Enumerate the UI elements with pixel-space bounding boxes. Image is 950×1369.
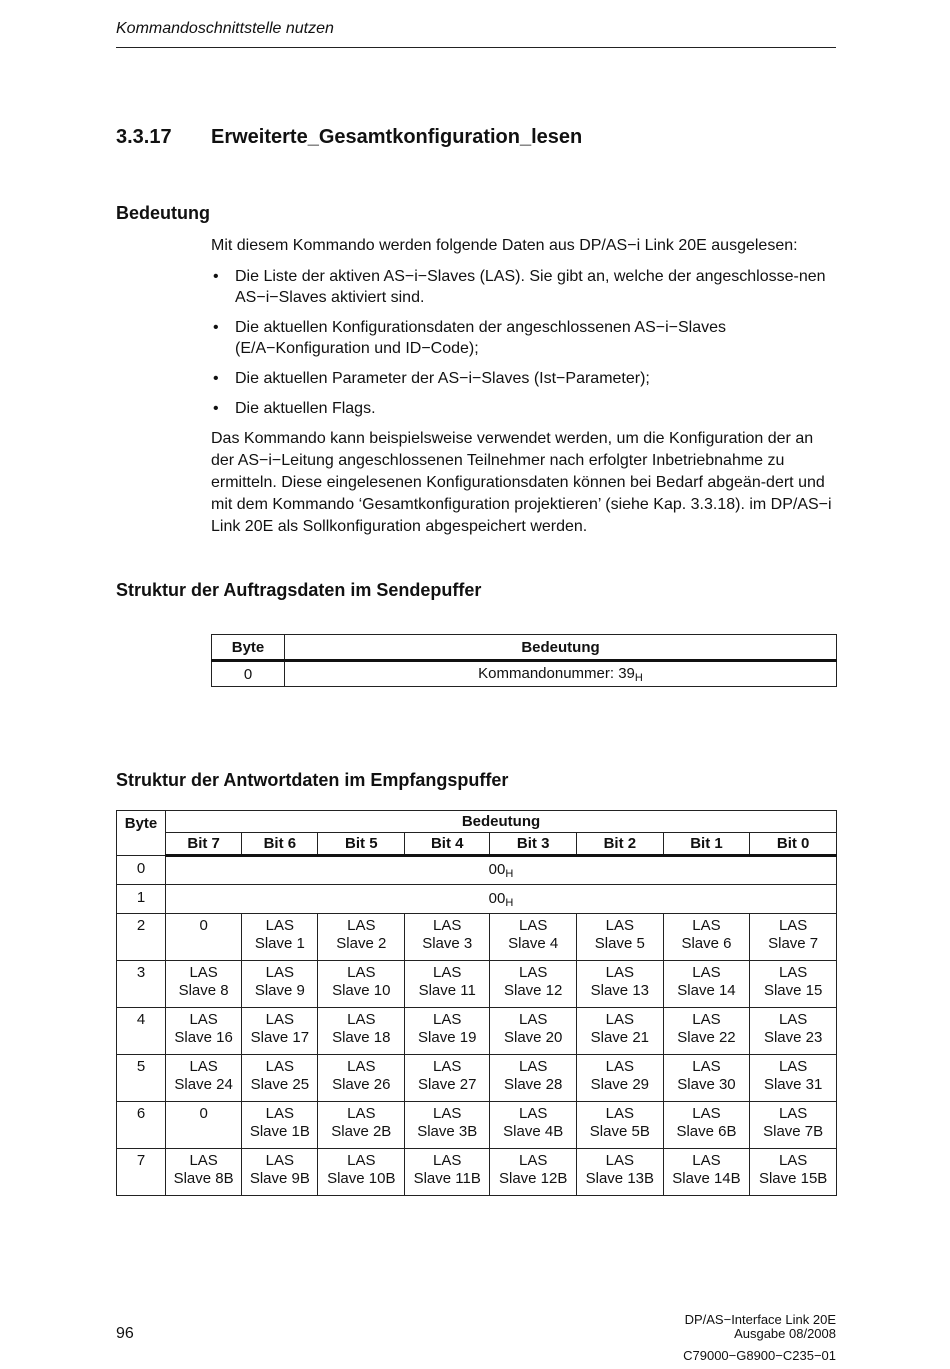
column-header-meaning: Bedeutung [166,811,837,833]
bit-cell: LAS Slave 11B [405,1149,490,1196]
bit-header: Bit 6 [242,833,318,856]
section-number: 3.3.17 [116,126,172,148]
header-rule [116,47,836,48]
running-header: Kommandoschnittstelle nutzen [116,20,334,37]
bit-cell: LAS Slave 15B [750,1149,837,1196]
table-row [117,1008,837,1055]
table-row [117,1055,837,1102]
bit-cell: LAS Slave 29 [577,1055,664,1102]
bit-cell: LAS Slave 31 [750,1055,837,1102]
bullet-marker: • [213,370,219,387]
bit-cell: LAS Slave 19 [405,1008,490,1055]
table-row [117,856,837,885]
recv-heading: Struktur der Antwortdaten im Empfangspuffer [116,770,509,790]
bullet-item: • Die aktuellen Konfigurationsdaten der angeschlossenen AS−i−Slaves (E/A−Konfiguration und ID−Code); [213,319,726,357]
value-cell: $00_H$ [166,856,837,885]
footer-order-code: C79000−G8900−C235−01 [683,1348,836,1363]
table-row [117,885,837,914]
bit-cell: LAS Slave 28 [490,1055,577,1102]
bit-header-row [117,833,837,856]
bit-cell: 0 [166,914,242,961]
meaning-cell: Kommandonummer: $39_H$ [285,661,837,687]
bit-header: Bit 4 [405,833,490,856]
send-buffer-table [211,634,837,687]
bit-cell: LAS Slave 12B [490,1149,577,1196]
description-paragraph: Das Kommando kann beispielsweise verwendet werden, um die Konfiguration der an der AS−i−Leitung angeschlossenen Teilnehmer nach erfolgter Inbetriebnahme zu ermitteln. Diese eingelesenen Konfigurationsdaten können bei Bedarf abgeän-dert und mit dem Kommando ‘Gesamtkonfiguration projektieren’ (siehe Kap. 3.3.18). im DP/AS−i Link 20E als Sollkonfiguration abgespeichert werden. [211,430,832,535]
bit-cell: LAS Slave 3B [405,1102,490,1149]
bit-cell: LAS Slave 4B [490,1102,577,1149]
bit-header: Bit 2 [577,833,664,856]
bullet-item: • Die Liste der aktiven AS−i−Slaves (LAS). Sie gibt an, welche der angeschlosse-nen AS−i−Slaves aktiviert sind. [213,268,826,306]
footer-product: DP/AS−Interface Link 20E [684,1312,836,1327]
bit-cell: LAS Slave 25 [242,1055,318,1102]
bullet-marker: • [213,319,219,336]
bit-cell: LAS Slave 14 [663,961,750,1008]
bit-cell: LAS Slave 3 [405,914,490,961]
bit-cell: LAS Slave 26 [318,1055,405,1102]
bit-cell: LAS Slave 2B [318,1102,405,1149]
bit-header: Bit 7 [166,833,242,856]
bit-cell: LAS Slave 7 [750,914,837,961]
bedeutung-heading: Bedeutung [116,203,210,223]
section-title: Erweiterte_Gesamtkonfiguration_lesen [211,126,583,148]
byte-cell: 7 [117,1149,166,1196]
bullet-item: • Die aktuellen Flags. [213,400,376,417]
bullet-item: • Die aktuellen Parameter der AS−i−Slaves (Ist−Parameter); [213,370,650,387]
bit-cell: LAS Slave 13B [577,1149,664,1196]
bit-cell: LAS Slave 21 [577,1008,664,1055]
page-number: 96 [116,1325,134,1342]
table-header-row [117,811,837,833]
bit-cell: LAS Slave 30 [663,1055,750,1102]
column-header-meaning: Bedeutung [285,635,837,661]
bit-cell: LAS Slave 15 [750,961,837,1008]
bit-cell: LAS Slave 11 [405,961,490,1008]
byte-cell: 0 [117,856,166,885]
column-header-byte: Byte [212,635,285,661]
bullet-marker: • [213,400,219,417]
table-header-row [212,635,837,661]
intro-text: Mit diesem Kommando werden folgende Daten aus DP/AS−i Link 20E ausgelesen: [211,237,798,254]
table-row [117,1149,837,1196]
bit-cell: LAS Slave 9 [242,961,318,1008]
bit-cell: LAS Slave 14B [663,1149,750,1196]
bit-header: Bit 1 [663,833,750,856]
bit-cell: LAS Slave 2 [318,914,405,961]
bit-cell: LAS Slave 23 [750,1008,837,1055]
table-row [212,661,837,687]
bit-cell: LAS Slave 12 [490,961,577,1008]
table-row [117,1102,837,1149]
bit-cell: LAS Slave 27 [405,1055,490,1102]
byte-cell: 1 [117,885,166,914]
table-row [117,961,837,1008]
bit-cell: LAS Slave 7B [750,1102,837,1149]
byte-cell: 0 [212,661,285,687]
bit-cell: LAS Slave 17 [242,1008,318,1055]
footer-product-info [685,1313,836,1341]
footer-edition: Ausgabe 08/2008 [734,1326,836,1341]
send-heading: Struktur der Auftragsdaten im Sendepuffer [116,580,482,600]
bit-cell: LAS Slave 20 [490,1008,577,1055]
bit-cell: LAS Slave 1B [242,1102,318,1149]
byte-cell: 3 [117,961,166,1008]
bit-cell: LAS Slave 22 [663,1008,750,1055]
table-row [117,914,837,961]
bit-cell: 0 [166,1102,242,1149]
bit-header: Bit 0 [750,833,837,856]
byte-cell: 5 [117,1055,166,1102]
bullet-list [211,266,839,428]
bit-cell: LAS Slave 6 [663,914,750,961]
bit-cell: LAS Slave 5 [577,914,664,961]
bit-cell: LAS Slave 16 [166,1008,242,1055]
bit-cell: LAS Slave 18 [318,1008,405,1055]
bullet-marker: • [213,268,219,285]
bit-header: Bit 3 [490,833,577,856]
bit-header: Bit 5 [318,833,405,856]
bit-cell: LAS Slave 9B [242,1149,318,1196]
bit-cell: LAS Slave 10B [318,1149,405,1196]
bit-cell: LAS Slave 13 [577,961,664,1008]
bit-cell: LAS Slave 8 [166,961,242,1008]
byte-cell: 4 [117,1008,166,1055]
byte-cell: 6 [117,1102,166,1149]
bit-cell: LAS Slave 8B [166,1149,242,1196]
receive-buffer-table [116,810,837,1196]
bit-cell: LAS Slave 24 [166,1055,242,1102]
bit-cell: LAS Slave 10 [318,961,405,1008]
column-header-byte: Byte [117,811,166,856]
bit-cell: LAS Slave 4 [490,914,577,961]
bit-cell: LAS Slave 5B [577,1102,664,1149]
byte-cell: 2 [117,914,166,961]
bit-cell: LAS Slave 1 [242,914,318,961]
bit-cell: LAS Slave 6B [663,1102,750,1149]
value-cell: $00_H$ [166,885,837,914]
